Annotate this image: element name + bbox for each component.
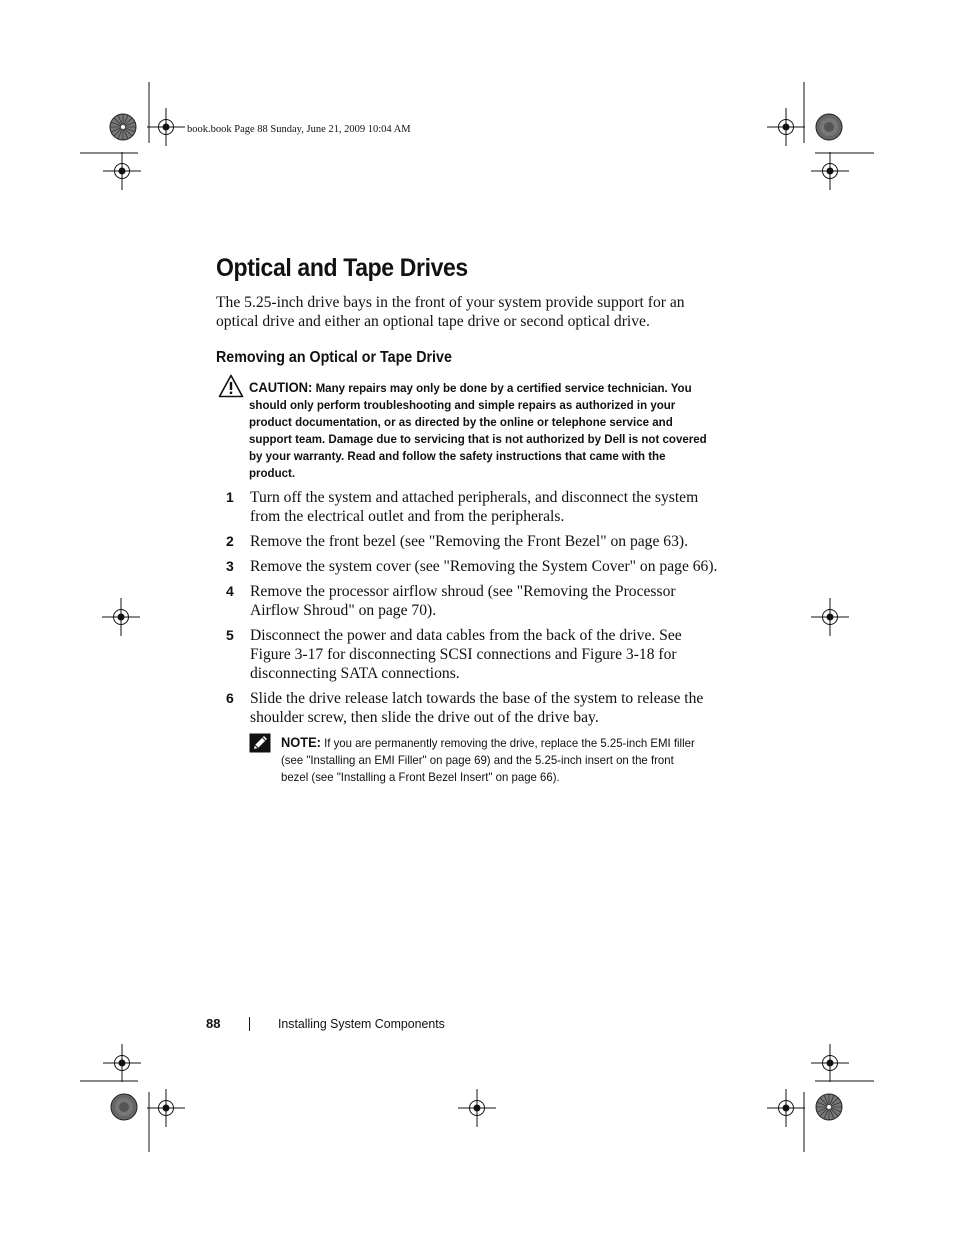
note-text: If you are permanently removing the drive, replace the 5.25-inch EMI filler (see "Installing an EMI Filler" on page 69) and the 5.25-inch insert on the front bezel (see "Installing a Front Bezel Insert" on page 66). [281,736,695,784]
pencil-note-icon [249,733,271,753]
procedure-steps [226,488,726,727]
step-text: Remove the system cover (see "Removing the System Cover" on page 66). [250,558,718,575]
note-label: NOTE: [281,735,321,750]
step-text: Disconnect the power and data cables from the back of the drive. See Figure 3-17 for disconnecting SCSI connections and Figure 3-18 for disconnecting SATA connections. [250,627,682,682]
page-number: 88 [206,1016,221,1031]
step-number: 5 [226,627,234,643]
page-title: Optical and Tape Drives [216,254,468,282]
step-number: 3 [226,558,234,574]
step-number: 6 [226,690,234,706]
print-slug: book.book Page 88 Sunday, June 21, 2009 10:04 AM [187,124,411,135]
list-item [226,488,726,526]
list-item [226,557,726,576]
intro-paragraph: The 5.25-inch drive bays in the front of your system provide support for an optical drive and either an optional tape drive or second optical drive. [216,294,685,330]
note-block [281,734,699,786]
step-number: 2 [226,533,234,549]
list-item [226,532,726,551]
step-text: Remove the front bezel (see "Removing the Front Bezel" on page 63). [250,533,688,550]
list-item [226,689,726,727]
step-text: Remove the processor airflow shroud (see "Removing the Processor Airflow Shroud" on page 70). [250,583,676,619]
caution-label: CAUTION: [249,380,313,395]
step-text: Slide the drive release latch towards the base of the system to release the shoulder screw, then slide the drive out of the drive bay. [250,690,704,726]
list-item [226,582,726,620]
caution-text: Many repairs may only be done by a certified service technician. You should only perform troubleshooting and simple repairs as authorized in your product documentation, or as directed by the online or telephone service and support team. Damage due to servicing that is not authorized by Dell is not covered by your warranty. Read and follow the safety instructions that came with the product. [249,381,707,480]
footer-divider [249,1017,250,1031]
step-number: 1 [226,489,234,505]
footer-section-title: Installing System Components [278,1016,445,1031]
step-text: Turn off the system and attached peripherals, and disconnect the system from the electrical outlet and from the peripherals. [250,489,699,525]
section-heading: Removing an Optical or Tape Drive [216,349,452,366]
step-number: 4 [226,583,234,599]
caution-block [249,379,710,482]
warning-triangle-icon [218,374,244,398]
list-item [226,626,726,683]
